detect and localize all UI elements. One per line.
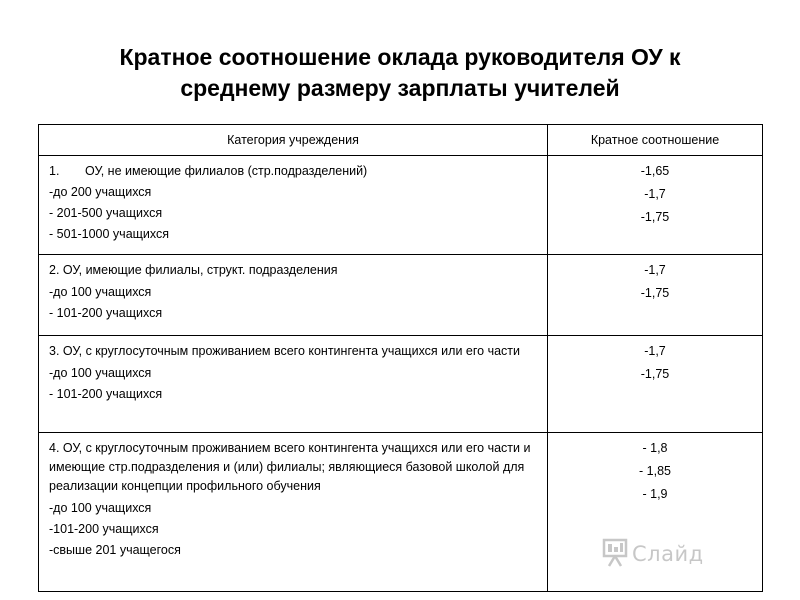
ratio-value: - 1,9 xyxy=(642,487,668,501)
category-cell xyxy=(39,336,548,433)
ratio-value: -1,75 xyxy=(640,286,670,300)
category-cell xyxy=(39,433,548,592)
ratio-value: -1,75 xyxy=(640,367,670,381)
category-item: -до 200 учащихся xyxy=(49,185,152,199)
header-ratio: Кратное соотношение xyxy=(548,125,763,156)
category-item: - 201-500 учащихся xyxy=(49,206,163,220)
title-line-1: Кратное соотношение оклада руководителя ОУ к xyxy=(119,44,681,70)
table-header-row xyxy=(39,125,763,156)
category-item: - 101-200 учащихся xyxy=(49,387,163,401)
watermark-text: Слайд xyxy=(632,542,704,566)
table-row xyxy=(39,156,763,255)
category-item: - 101-200 учащихся xyxy=(49,306,163,320)
category-title xyxy=(49,161,539,182)
category-item: -до 100 учащихся xyxy=(49,501,152,515)
category-item: - 501-1000 учащихся xyxy=(49,227,170,241)
category-cell xyxy=(39,156,548,255)
ratio-value: - 1,8 xyxy=(642,441,668,455)
category-item: -до 100 учащихся xyxy=(49,285,152,299)
presentation-icon xyxy=(602,538,628,568)
watermark xyxy=(602,534,772,574)
ratio-value: - 1,85 xyxy=(639,464,671,478)
category-item: -до 100 учащихся xyxy=(49,366,152,380)
ratio-value: -1,75 xyxy=(640,210,670,224)
category-description: ОУ, не имеющие филиалов (стр.подразделений) xyxy=(85,164,368,178)
category-cell xyxy=(39,255,548,336)
row-number: 1. xyxy=(49,164,60,178)
ratio-value: -1,7 xyxy=(644,187,666,201)
category-item: -101-200 учащихся xyxy=(49,522,159,536)
ratio-cell xyxy=(548,156,763,255)
table-row xyxy=(39,255,763,336)
slide-title xyxy=(40,42,760,104)
category-description: 4. ОУ, с круглосуточным проживанием всего контингента учащихся или его части и имеющие стр.подразделения и (или) филиалы; являющиеся базовой школой для реализации концепции профильного обучения xyxy=(49,441,531,493)
ratio-value: -1,7 xyxy=(644,344,666,358)
title-line-2: среднему размеру зарплаты учителей xyxy=(180,75,620,101)
header-category: Категория учреждения xyxy=(39,125,548,156)
table-row xyxy=(39,336,763,433)
ratio-value: -1,65 xyxy=(640,164,670,178)
category-description: 3. ОУ, с круглосуточным проживанием всего контингента учащихся или его части xyxy=(49,344,520,358)
ratio-cell xyxy=(548,255,763,336)
ratio-table xyxy=(38,124,763,592)
ratio-cell xyxy=(548,336,763,433)
category-description: 2. ОУ, имеющие филиалы, структ. подразделения xyxy=(49,263,338,277)
category-item: -свыше 201 учащегося xyxy=(49,543,181,557)
ratio-value: -1,7 xyxy=(644,263,666,277)
